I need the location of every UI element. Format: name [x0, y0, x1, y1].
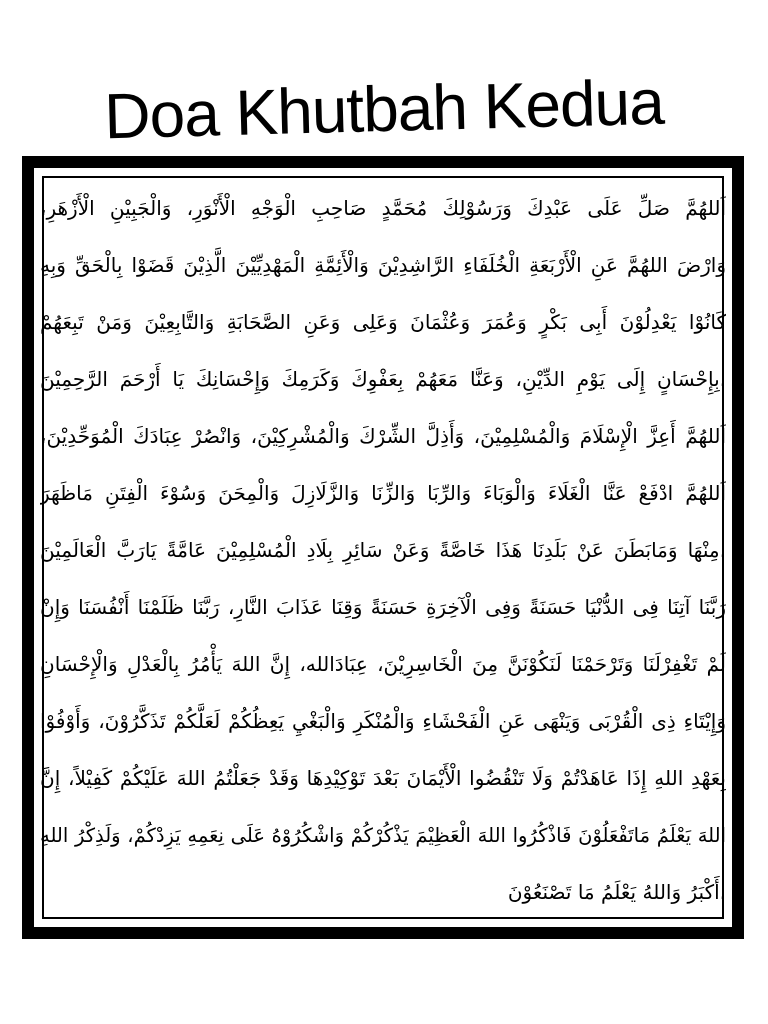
prayer-line: كَانُوْا يَعْدِلُوْنَ أَبِى بَكْرٍ وَعُمَرَ وَعُثْمَانَ وَعَلِى وَعَنِ الصَّحَابَةِ وَالتَّابِعِيْنَ وَمَنْ تَبِعَهُمْ: [40, 310, 726, 334]
prayer-line: لَمْ تَغْفِرْلَنَا وَتَرْحَمْنَا لَنَكُوْنَنَّ مِنَ الْخَاسِرِيْنَ، عِبَادَالله، إِنَّ اللهَ يَأْمُرُ بِالْعَدْلِ وَالْإِحْسَانِ: [40, 652, 726, 676]
prayer-line: اللهَ يَعْلَمُ مَاتَفْعَلُوْنَ فَاذْكُرُوا اللهَ الْعَظِيْمَ يَذْكُرْكُمْ وَاشْكُرُوْهُ عَلَى نِعَمِهِ يَزِدْكُمْ، وَلَذِكْرُ اللهِ: [40, 824, 726, 847]
page-title: Doa Khutbah Kedua: [103, 65, 665, 153]
prayer-line: رَبَّنَا آتِنَا فِى الدُّنْيَا حَسَنَةً وَفِى الْآخِرَةِ حَسَنَةً وَقِنَا عَذَابَ النَّارِ، رَبَّنَا ظَلَمْنَا أَنْفُسَنَا وَإِنْ: [40, 595, 726, 619]
prayer-line: وَإِيْتَاءِ ذِى الْقُرْبَى وَيَنْهَى عَنِ الْفَحْشَاءِ وَالْمُنْكَرِ وَالْبَغْيِ يَعِظُكُمْ لَعَلَّكُمْ تَذَكَّرُوْنَ، وَأَوْفُوْا: [40, 709, 726, 733]
prayer-line: بِعَهْدِ اللهِ إِذَا عَاهَدْتُمْ وَلَا تَنْقُضُوا الْأَيْمَانَ بَعْدَ تَوْكِيْدِهَا وَقَدْ جَعَلْتُمُ اللهَ عَلَيْكُمْ كَفِيْلاً، إِنَّ: [40, 766, 726, 790]
prayer-line-final: .أَكْبَرُ وَاللهُ يَعْلَمُ مَا تَصْنَعُوْنَ: [507, 880, 726, 904]
prayer-text: [40, 180, 726, 921]
prayer-line: .مِنْهَا وَمَابَطَنَ عَنْ بَلَدِنَا هَذَا خَاصَّةً وَعَنْ سَائِرِ بِلَادِ الْمُسْلِمِيْنَ عَامَّةً يَارَبَّ الْعَالَمِيْنَ: [40, 538, 726, 562]
prayer-line: اَللهُمَّ صَلِّ عَلَى عَبْدِكَ وَرَسُوْلِكَ مُحَمَّدٍ صَاحِبِ الْوَجْهِ الْأَنْوَرِ، وَالْجَبِيْنِ الْأَزْهَرِ،: [40, 196, 726, 220]
prayer-line: وَارْضَ اللهُمَّ عَنِ الْأَرْبَعَةِ الْخُلَفَاءِ الرَّاشِدِيْنَ وَالْأَئِمَّةِ الْمَهْدِيِّيْنَ الَّذِيْنَ قَضَوْا بِالْحَقِّ وَبِهِ: [40, 253, 726, 277]
prayer-line: اَللهُمَّ أَعِزَّ الْإِسْلَامَ وَالْمُسْلِمِيْنَ، وَأَذِلَّ الشِّرْكَ وَالْمُشْرِكِيْنَ، وَانْصُرْ عِبَادَكَ الْمُوَحِّدِيْنَ،: [40, 424, 726, 448]
prayer-line: اَللهُمَّ ادْفَعْ عَنَّا الْغَلَاءَ وَالْوَبَاءَ وَالرِّبَا وَالزِّنَا وَالزَّلَازِلَ وَالْمِحَنَ وَسُوْءَ الْفِتَنِ مَاظَهَرَ: [40, 481, 726, 505]
prayer-line: .بِإِحْسَانٍ إِلَى يَوْمِ الدِّيْنِ، وَعَنَّا مَعَهُمْ بِعَفْوِكَ وَكَرَمِكَ وَإِحْسَانِكَ يَا أَرْحَمَ الرَّحِمِيْنَ: [40, 367, 726, 391]
